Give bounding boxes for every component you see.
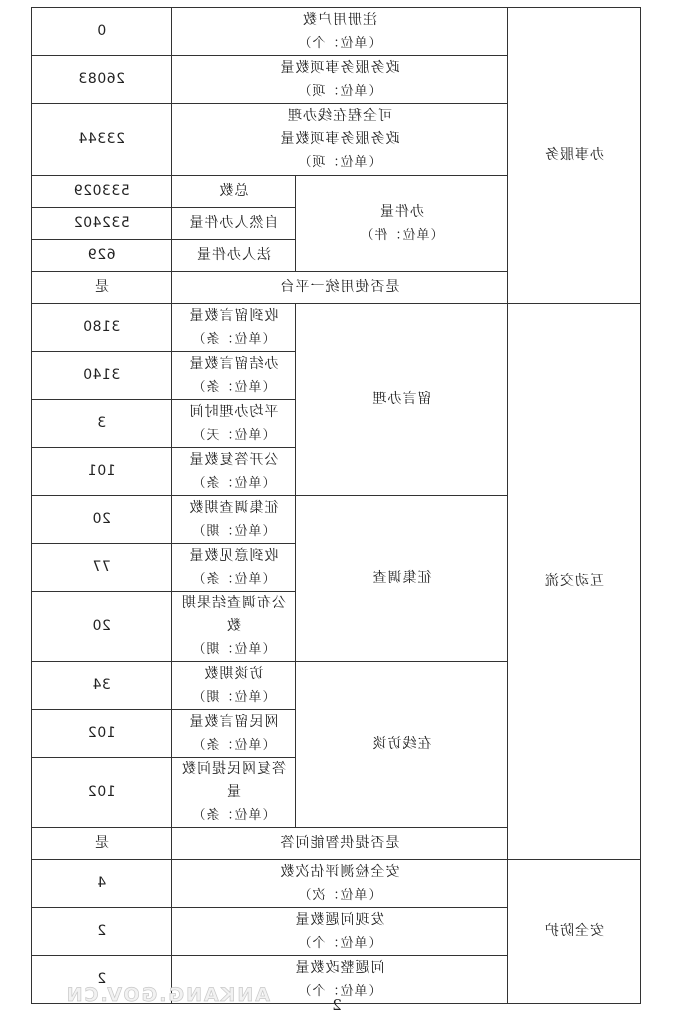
surveys-periods-value: 20 xyxy=(32,496,172,544)
surveys-opinions-label: 收到意见数量 （单位：条） xyxy=(172,544,296,592)
cases-label: 办件量 （单位：件） xyxy=(296,176,508,272)
service-items-value: 26083 xyxy=(32,56,172,104)
cases-legal-person-label: 法人办件量 xyxy=(172,240,296,272)
online-items-value: 23344 xyxy=(32,104,172,176)
messages-avg-time-value: 3 xyxy=(32,400,172,448)
security-issues-fixed-label: 问题整改数量 （单位：个） xyxy=(172,956,508,1004)
cases-natural-person-value: 532402 xyxy=(32,208,172,240)
page-number: 2 xyxy=(332,996,342,1014)
section-security-label: 安全防护 xyxy=(508,860,641,1004)
section-services-label: 办事服务 xyxy=(508,8,641,304)
messages-received-label: 收到留言数量 （单位：条） xyxy=(172,304,296,352)
interviews-replies-value: 102 xyxy=(32,758,172,828)
surveys-results-label: 公布调查结果期数 （单位：期） xyxy=(172,592,296,662)
messages-label: 留言办理 xyxy=(296,304,508,496)
service-items-label: 政务服务事项数量 （单位：项） xyxy=(172,56,508,104)
messages-avg-time-label: 平均办理时间 （单位：天） xyxy=(172,400,296,448)
security-assessments-label: 安全检测评估次数 （单位：次） xyxy=(172,860,508,908)
messages-public-replies-value: 101 xyxy=(32,448,172,496)
statistics-table xyxy=(31,7,641,1004)
surveys-opinions-value: 77 xyxy=(32,544,172,592)
cases-natural-person-label: 自然人办件量 xyxy=(172,208,296,240)
unified-platform-value: 是 xyxy=(32,272,172,304)
table-row xyxy=(32,304,641,352)
interviews-messages-label: 网民留言数量 （单位：条） xyxy=(172,710,296,758)
messages-public-replies-label: 公开答复数量 （单位：条） xyxy=(172,448,296,496)
unified-platform-label: 是否使用统一平台 xyxy=(172,272,508,304)
section-interaction-label: 互动交流 xyxy=(508,304,641,860)
table-row xyxy=(32,8,641,56)
interviews-periods-label: 访谈期数 （单位：期） xyxy=(172,662,296,710)
smart-qa-label: 是否提供智能问答 xyxy=(172,828,508,860)
cases-total-value: 533029 xyxy=(32,176,172,208)
online-items-label: 可全程在线办理 政务服务事项数量 （单位：项） xyxy=(172,104,508,176)
interviews-messages-value: 102 xyxy=(32,710,172,758)
messages-closed-label: 办结留言数量 （单位：条） xyxy=(172,352,296,400)
registered-users-value: 0 xyxy=(32,8,172,56)
site-watermark: ANKANG.GOV.CN xyxy=(64,984,270,1006)
cases-total-label: 总数 xyxy=(172,176,296,208)
security-issues-found-value: 2 xyxy=(32,908,172,956)
security-assessments-value: 4 xyxy=(32,860,172,908)
table-row xyxy=(32,860,641,908)
interviews-label: 在线访谈 xyxy=(296,662,508,828)
surveys-periods-label: 征集调查期数 （单位：期） xyxy=(172,496,296,544)
interviews-replies-label: 答复网民提问数量 （单位：条） xyxy=(172,758,296,828)
messages-closed-value: 3140 xyxy=(32,352,172,400)
messages-received-value: 3180 xyxy=(32,304,172,352)
cases-legal-person-value: 629 xyxy=(32,240,172,272)
interviews-periods-value: 34 xyxy=(32,662,172,710)
surveys-results-value: 20 xyxy=(32,592,172,662)
security-issues-fixed-value: 2 xyxy=(32,956,172,1004)
smart-qa-value: 是 xyxy=(32,828,172,860)
surveys-label: 征集调查 xyxy=(296,496,508,662)
registered-users-label: 注册用户数 （单位：个） xyxy=(172,8,508,56)
security-issues-found-label: 发现问题数量 （单位：个） xyxy=(172,908,508,956)
